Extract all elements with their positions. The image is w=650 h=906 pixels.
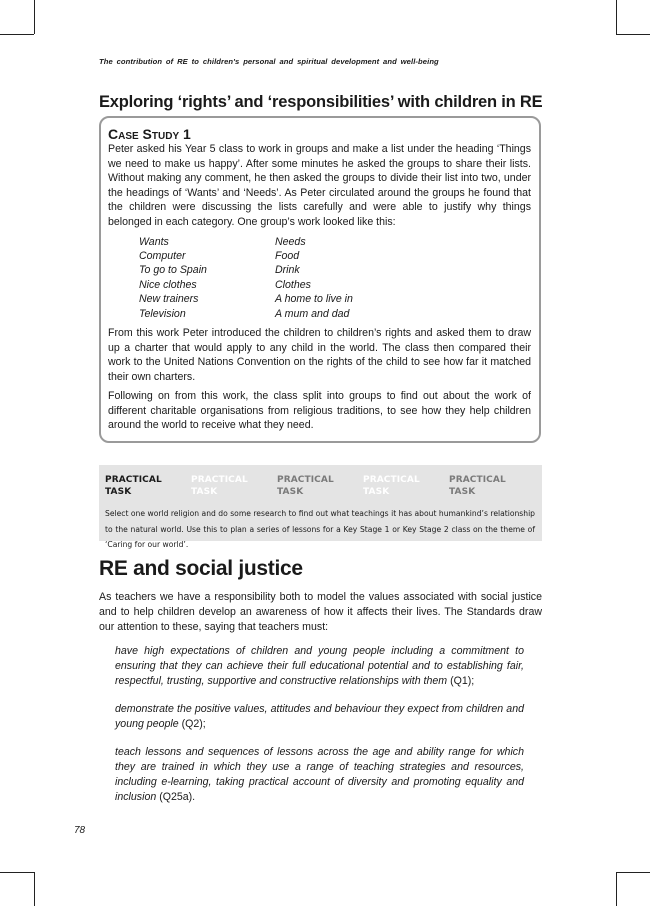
social-justice-heading: RE and social justice xyxy=(99,557,303,580)
standards-quote xyxy=(115,702,524,732)
table-row xyxy=(139,307,531,321)
needs-cell: Drink xyxy=(275,264,300,277)
practical-task-label: PRACTICAL TASK xyxy=(449,475,506,497)
quote-reference: (Q1); xyxy=(450,675,475,687)
case-study-paragraph-3: Following on from this work, the class split into groups to find out about the work of different charitable organisations from religious traditions, to see how they help children around the world to receive what they need. xyxy=(108,390,531,432)
table-row xyxy=(139,263,531,277)
wants-cell: Wants xyxy=(139,235,169,248)
case-study-paragraph-1: Peter asked his Year 5 class to work in groups and make a list under the heading ‘Things we need to make us happy’. After some minutes he asked the groups to share their lists. Without making any comment, he then asked the groups to divide their list into two, under the headings of ‘Wants’ and ‘Needs’. As Peter circulated around the groups he found that the children were discussing the lists carefully and were able to justify why things belonged in each category. One group’s work looked like this: xyxy=(108,143,531,228)
wants-needs-table xyxy=(139,235,531,321)
practical-task-text: Select one world religion and do some research to find out what teachings it has about humankind’s relationship to the natural world. Use this to plan a series of lessons for a Key Stage 1 or Key Stage 2 class on the theme of ‘Caring for our world’. xyxy=(105,509,535,550)
section-heading: Exploring ‘rights’ and ‘responsibilities’ with children in RE xyxy=(99,93,543,111)
standards-quote xyxy=(115,745,524,805)
needs-cell: Needs xyxy=(275,235,306,248)
wants-cell: Nice clothes xyxy=(139,278,197,291)
wants-cell: Computer xyxy=(139,249,186,262)
practical-task-label: PRACTICAL TASK xyxy=(105,475,162,497)
social-justice-intro: As teachers we have a responsibility both to model the values associated with social justice and to help children develop an awareness of how it affects their lives. The Standards draw our attention to these, saying that teachers must: xyxy=(99,591,542,633)
crop-mark-top-left-h xyxy=(0,34,34,35)
standards-quote xyxy=(115,644,524,689)
quote-text: teach lessons and sequences of lessons across the age and ability range for which they are trained in which they use a range of teaching strategies and resources, including e-learning, taking practical account of diversity and promoting equality and inclusion xyxy=(115,746,524,803)
needs-cell: Food xyxy=(275,249,300,262)
case-study-box xyxy=(99,116,541,443)
table-row xyxy=(139,292,531,306)
practical-task-box xyxy=(99,465,542,550)
needs-cell: A home to live in xyxy=(275,293,353,306)
needs-cell: Clothes xyxy=(275,278,311,291)
case-study-paragraph-2: From this work Peter introduced the children to children’s rights and asked them to draw up a charter that would apply to any child in the world. The class then compared their work to the United Nations Convention on the rights of the child to see how far it matched their own charters. xyxy=(108,326,531,383)
crop-mark-bottom-left-h xyxy=(0,872,34,873)
table-row xyxy=(139,278,531,292)
practical-task-band xyxy=(105,474,535,498)
quote-text: demonstrate the positive values, attitudes and behaviour they expect from children and young people xyxy=(115,703,524,730)
practical-task-label: PRACTICAL TASK xyxy=(363,475,420,497)
crop-mark-top-right-h xyxy=(616,34,650,35)
quote-reference: (Q2); xyxy=(181,718,206,730)
practical-task-label: PRACTICAL TASK xyxy=(191,475,248,497)
wants-cell: New trainers xyxy=(139,293,199,306)
table-row xyxy=(139,235,531,249)
wants-cell: To go to Spain xyxy=(139,264,207,277)
crop-mark-bottom-left-v xyxy=(34,872,35,906)
crop-mark-bottom-right-v xyxy=(616,872,617,906)
crop-mark-top-right-v xyxy=(616,0,617,34)
practical-task-label: PRACTICAL TASK xyxy=(277,475,334,497)
running-head: The contribution of RE to children's personal and spiritual development and well-being xyxy=(99,57,439,66)
case-study-title: Case Study 1 xyxy=(108,126,191,142)
wants-cell: Television xyxy=(139,307,186,320)
page-number: 78 xyxy=(74,825,86,836)
crop-mark-bottom-right-h xyxy=(616,872,650,873)
quote-text: have high expectations of children and young people including a commitment to ensuring that they can achieve their full educational potential and to establishing fair, respectful, trusting, supportive and constructive relationships with them xyxy=(115,645,524,687)
table-row xyxy=(139,249,531,263)
quote-reference: (Q25a). xyxy=(159,791,196,803)
crop-mark-top-left-v xyxy=(34,0,35,34)
needs-cell: A mum and dad xyxy=(275,307,350,320)
